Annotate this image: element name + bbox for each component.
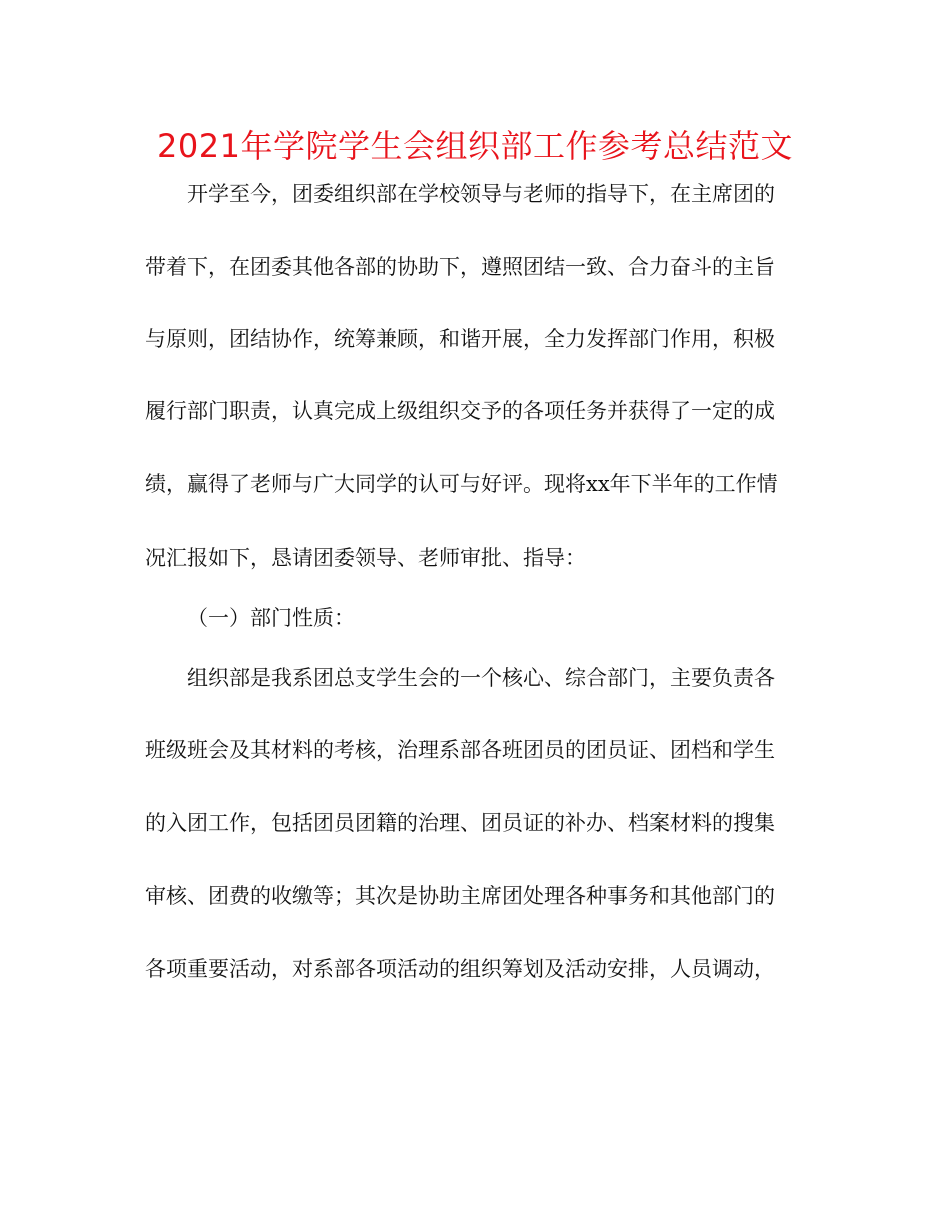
paragraph-line: 带着下，在团委其他各部的协助下，遵照团结一致、合力奋斗的主旨: [145, 255, 775, 279]
paragraph-line: 履行部门职责，认真完成上级组织交予的各项任务并获得了一定的成: [145, 399, 775, 423]
document-title: 2021年学院学生会组织部工作参考总结范文: [157, 127, 793, 165]
section-heading: （一）部门性质：: [187, 606, 355, 630]
paragraph-line: 的入团工作，包括团员团籍的治理、团员证的补办、档案材料的搜集: [145, 811, 775, 835]
paragraph-line: 审核、团费的收缴等；其次是协助主席团处理各种事务和其他部门的: [145, 884, 775, 908]
paragraph-line: 班级班会及其材料的考核，治理系部各班团员的团员证、团档和学生: [145, 738, 775, 762]
paragraph-line: 开学至今，团委组织部在学校领导与老师的指导下，在主席团的: [187, 182, 775, 206]
paragraph-line: 绩，赢得了老师与广大同学的认可与好评。现将xx年下半年的工作情: [145, 472, 778, 496]
paragraph-line: 况汇报如下，恳请团委领导、老师审批、指导：: [145, 546, 586, 570]
paragraph-line: 与原则，团结协作，统筹兼顾，和谐开展，全力发挥部门作用，积极: [145, 327, 775, 351]
paragraph-line: 组织部是我系团总支学生会的一个核心、综合部门，主要负责各: [187, 666, 775, 690]
paragraph-line: 各项重要活动，对系部各项活动的组织筹划及活动安排，人员调动，: [145, 957, 775, 981]
